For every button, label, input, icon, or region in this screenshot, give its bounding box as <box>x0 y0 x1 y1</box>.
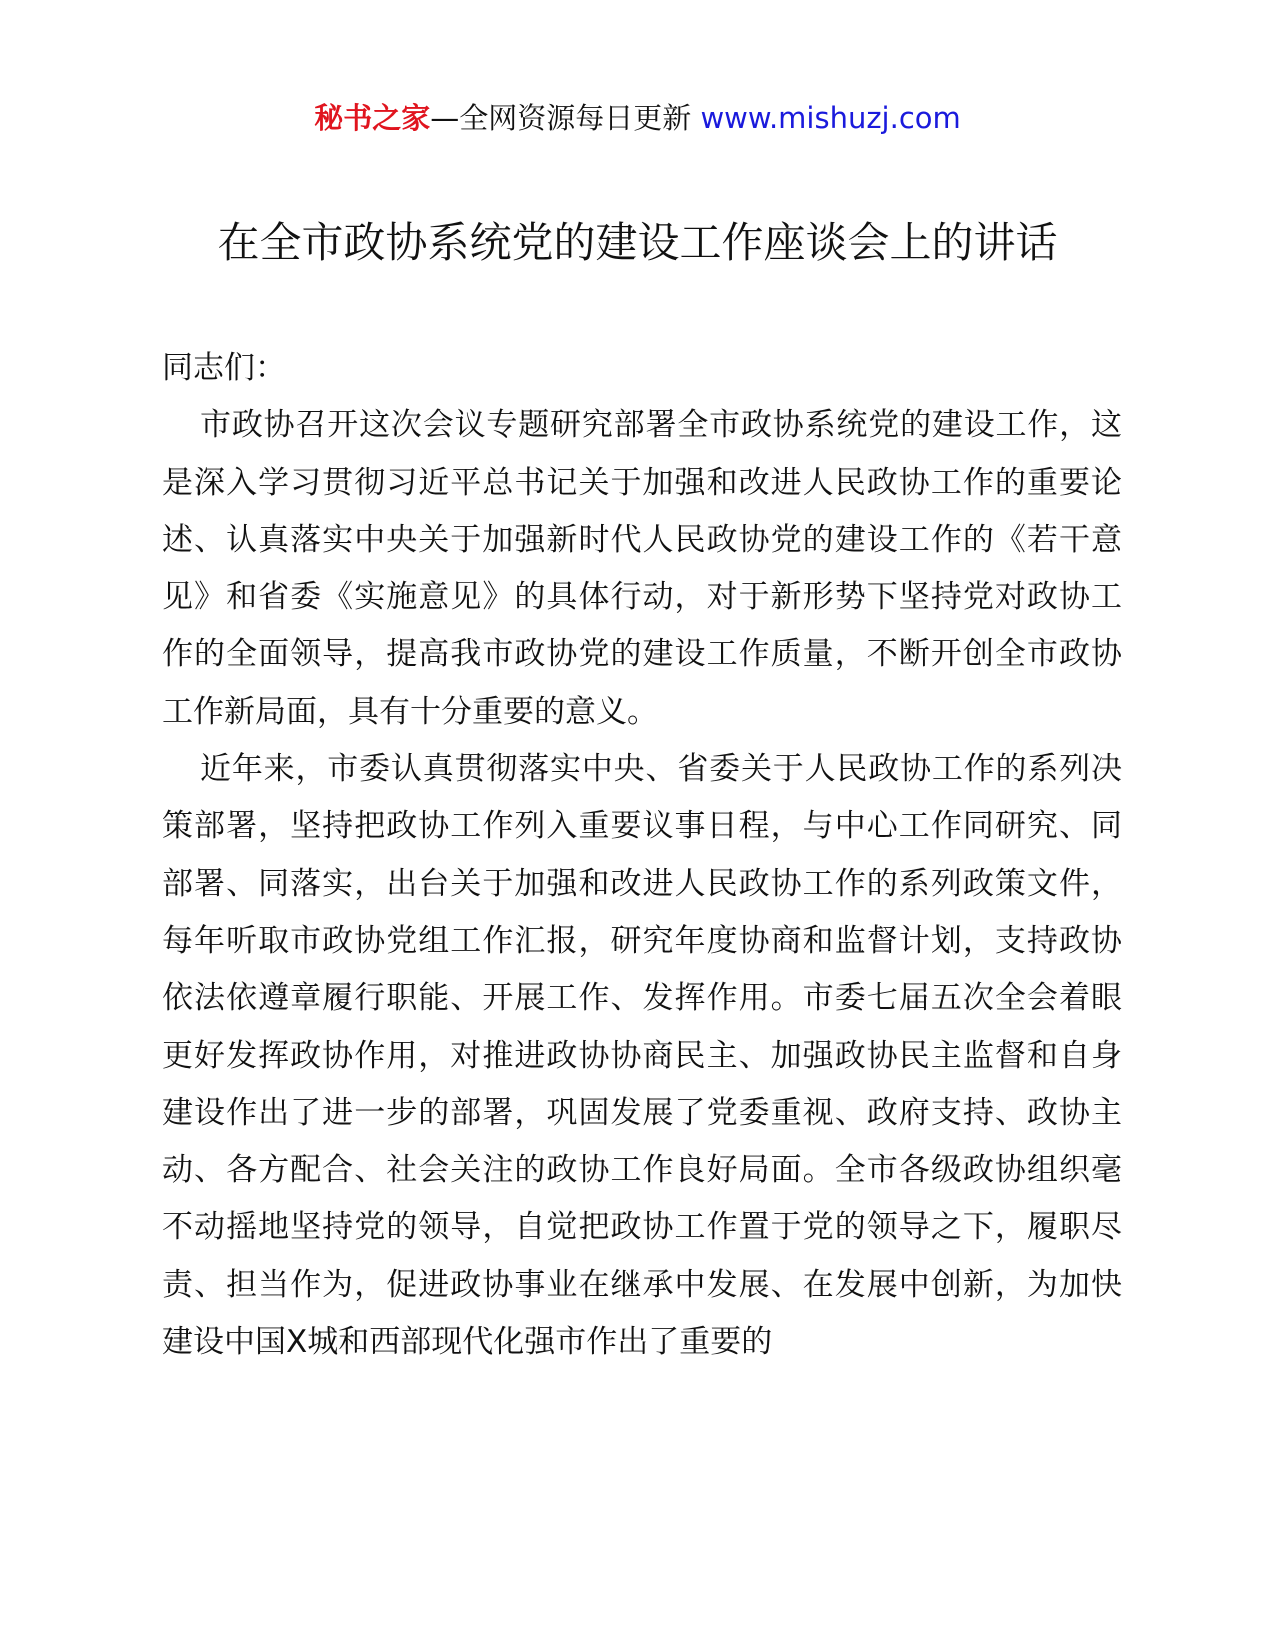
salutation: 同志们： <box>162 350 286 386</box>
site-url[interactable]: www.mishuzj.com <box>700 101 961 135</box>
paragraph-1: 市政协召开这次会议专题研究部署全市政协系统党的建设工作，这是深入学习贯彻习近平总书记关于加强和改进人民政协工作的重要论述、认真落实中央关于加强新时代人民政协党的建设工作的《若干意见》和省委《实施意见》的具体行动，对于新形势下坚持党对政协工作的全面领导，提高我市政协党的建设工作质量，不断开创全市政协工作新局面，具有十分重要的意义。 <box>162 407 1122 730</box>
document-body <box>162 340 1122 1371</box>
paragraph-2: 近年来，市委认真贯彻落实中央、省委关于人民政协工作的系列决策部署，坚持把政协工作列入重要议事日程，与中心工作同研究、同部署、同落实，出台关于加强和改进人民政协工作的系列政策文件，每年听取市政协党组工作汇报，研究年度协商和监督计划，支持政协依法依遵章履行职能、开展工作、发挥作用。市委七届五次全会着眼更好发挥政协作用，对推进政协协商民主、加强政协民主监督和自身建设作出了进一步的部署，巩固发展了党委重视、政府支持、政协主动、各方配合、社会关注的政协工作良好局面。全市各级政协组织毫不动摇地坚持党的领导，自觉把政协工作置于党的领导之下，履职尽责、担当作为，促进政协事业在继承中发展、在发展中创新，为加快建设中国X城和西部现代化强市作出了重要的 <box>162 751 1122 1361</box>
document-title: 在全市政协系统党的建设工作座谈会上的讲话 <box>217 218 1058 267</box>
site-header <box>0 98 1275 138</box>
brand-name: 秘书之家 <box>314 101 431 135</box>
header-tagline: —全网资源每日更新 <box>430 101 692 135</box>
